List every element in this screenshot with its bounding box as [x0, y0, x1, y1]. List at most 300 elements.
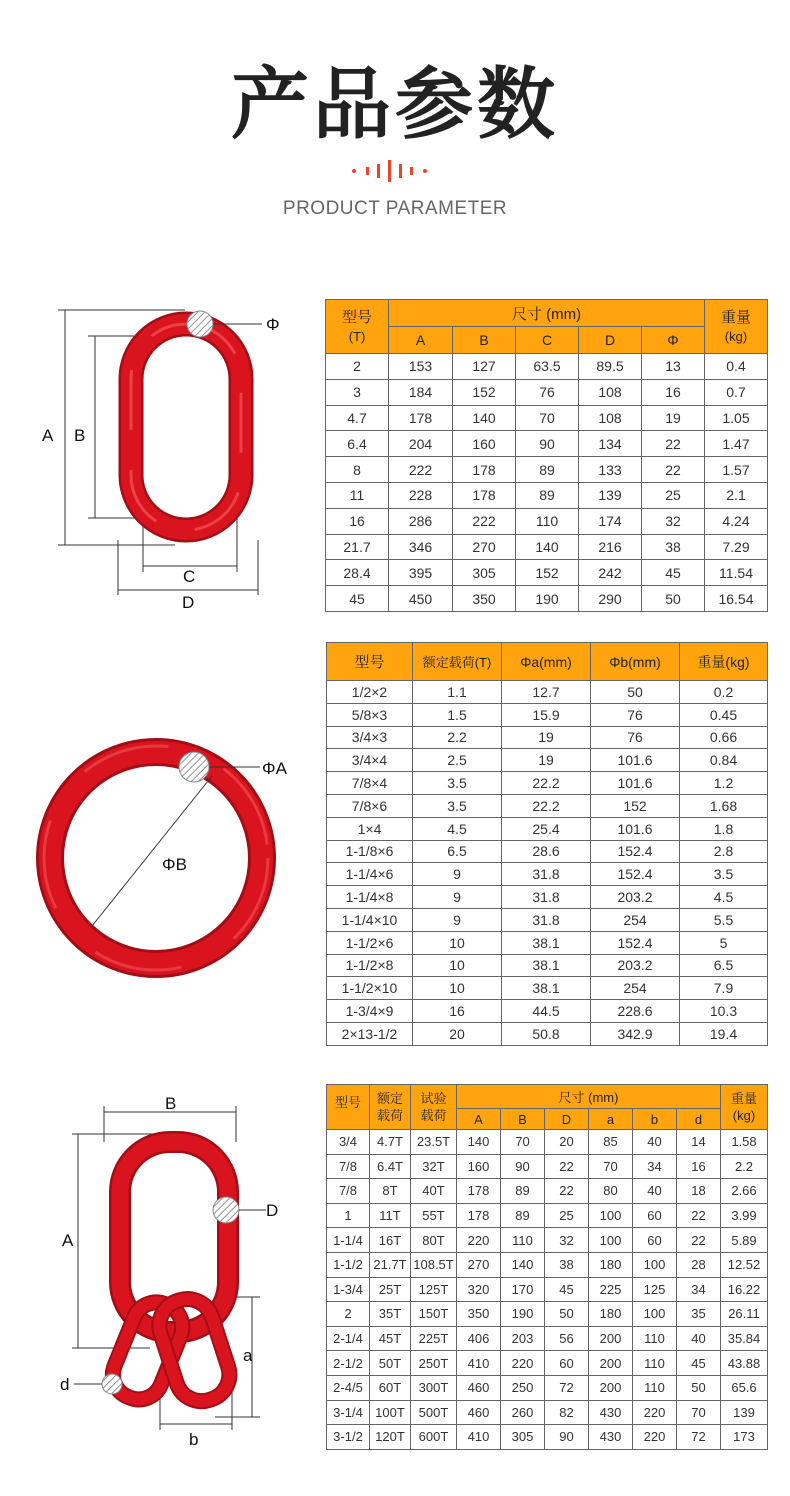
- table-cell: 600T: [411, 1425, 457, 1450]
- table-cell: 110: [501, 1228, 545, 1253]
- table-cell: 125: [633, 1277, 677, 1302]
- col-header: Φb(mm): [591, 643, 680, 681]
- table-cell: 4.7T: [370, 1130, 411, 1155]
- table-cell: 346: [389, 534, 453, 560]
- table-cell: 19: [502, 726, 591, 749]
- table-cell: 178: [457, 1203, 501, 1228]
- table-cell: 1-3/4×9: [327, 1000, 413, 1023]
- table-cell: 11: [326, 482, 389, 508]
- header-rated-load: 额定 载荷: [370, 1085, 411, 1130]
- table-cell: 9: [413, 863, 502, 886]
- table-cell: 250T: [411, 1351, 457, 1376]
- table-cell: 25: [642, 482, 705, 508]
- table-cell: 2.2: [413, 726, 502, 749]
- table-cell: 76: [516, 379, 579, 405]
- table-row: [327, 1425, 768, 1450]
- table-cell: 2: [326, 354, 389, 380]
- table-cell: 140: [453, 405, 516, 431]
- table-cell: 89: [516, 457, 579, 483]
- table-cell: 220: [457, 1228, 501, 1253]
- label-phi-a: ΦA: [262, 759, 287, 778]
- table-row: [327, 681, 768, 704]
- label-b-lower: b: [189, 1430, 199, 1449]
- table-row: [327, 886, 768, 909]
- table-row: [327, 1130, 768, 1155]
- table-cell: 40T: [411, 1179, 457, 1204]
- label-a-upper: A: [62, 1231, 74, 1250]
- table-cell: 395: [389, 560, 453, 586]
- table-cell: 2-1/2: [327, 1351, 370, 1376]
- table-cell: 89: [501, 1179, 545, 1204]
- table-cell: 32: [545, 1228, 589, 1253]
- table-row: [327, 772, 768, 795]
- table-cell: 108.5T: [411, 1252, 457, 1277]
- table-cell: 12.52: [721, 1252, 768, 1277]
- table-row: [326, 354, 768, 380]
- table-cell: 7/8: [327, 1179, 370, 1204]
- table-cell: 45T: [370, 1326, 411, 1351]
- table-cell: 3-1/2: [327, 1425, 370, 1450]
- table-cell: 38: [642, 534, 705, 560]
- table-cell: 16.54: [705, 586, 768, 612]
- table-cell: 50.8: [502, 1022, 591, 1045]
- round-ring-diagram: [30, 730, 310, 990]
- table-cell: 0.66: [680, 726, 768, 749]
- table-cell: 127: [453, 354, 516, 380]
- table-cell: 152: [453, 379, 516, 405]
- table-cell: 2.5: [413, 749, 502, 772]
- table-row: [327, 1203, 768, 1228]
- table-cell: 140: [516, 534, 579, 560]
- cross-section-hatch-icon: [179, 752, 209, 782]
- table-cell: 80: [589, 1179, 633, 1204]
- table-cell: 72: [677, 1425, 721, 1450]
- table-cell: 15.9: [502, 703, 591, 726]
- table-cell: 9: [413, 908, 502, 931]
- header-model: 型号 (T): [326, 300, 389, 354]
- table-row: [327, 1228, 768, 1253]
- table-cell: 6.5: [680, 954, 768, 977]
- table-cell: 100: [633, 1302, 677, 1327]
- table-cell: 70: [516, 405, 579, 431]
- table-row: [326, 431, 768, 457]
- table-cell: 1-1/8×6: [327, 840, 413, 863]
- table-cell: 0.84: [680, 749, 768, 772]
- table-cell: 22: [642, 431, 705, 457]
- table-cell: 3/4×3: [327, 726, 413, 749]
- table-cell: 16: [677, 1154, 721, 1179]
- table-cell: 152: [591, 794, 680, 817]
- table-cell: 228.6: [591, 1000, 680, 1023]
- table-cell: 152.4: [591, 931, 680, 954]
- table-cell: 170: [501, 1277, 545, 1302]
- table-cell: 20: [545, 1130, 589, 1155]
- table-cell: 1.1: [413, 681, 502, 704]
- table-cell: 89: [501, 1203, 545, 1228]
- table-cell: 22.2: [502, 794, 591, 817]
- table-cell: 100T: [370, 1400, 411, 1425]
- table-cell: 1-1/2×6: [327, 931, 413, 954]
- table-cell: 1.57: [705, 457, 768, 483]
- col-header: b: [633, 1109, 677, 1130]
- table-cell: 45: [326, 586, 389, 612]
- table-cell: 139: [579, 482, 642, 508]
- header-model: 型号: [327, 1085, 370, 1130]
- table-row: [327, 1351, 768, 1376]
- table-cell: 500T: [411, 1400, 457, 1425]
- table-cell: 100: [633, 1252, 677, 1277]
- table-cell: 4.5: [680, 886, 768, 909]
- col-header: 型号: [327, 643, 413, 681]
- table-cell: 270: [457, 1252, 501, 1277]
- table-cell: 180: [589, 1302, 633, 1327]
- table-cell: 16: [326, 508, 389, 534]
- table-cell: 34: [633, 1154, 677, 1179]
- table-row: [327, 1000, 768, 1023]
- header-test-load: 试验 载荷: [411, 1085, 457, 1130]
- table-cell: 82: [545, 1400, 589, 1425]
- table-cell: 22: [545, 1154, 589, 1179]
- table-cell: 31.8: [502, 908, 591, 931]
- col-header: C: [516, 327, 579, 354]
- header-weight: 重量 (kg): [705, 300, 768, 354]
- table-cell: 5.5: [680, 908, 768, 931]
- table-cell: 3.5: [413, 772, 502, 795]
- table-cell: 1.2: [680, 772, 768, 795]
- table-cell: 4.7: [326, 405, 389, 431]
- table-cell: 35T: [370, 1302, 411, 1327]
- table-row: [326, 586, 768, 612]
- table-cell: 1-1/2×10: [327, 977, 413, 1000]
- table-cell: 108: [579, 405, 642, 431]
- table-cell: 178: [453, 482, 516, 508]
- table-cell: 200: [589, 1326, 633, 1351]
- table-cell: 139: [721, 1400, 768, 1425]
- oblong-link-diagram: [0, 290, 320, 620]
- header-decoration: [352, 160, 438, 182]
- table-cell: 72: [545, 1375, 589, 1400]
- table-cell: 5/8×3: [327, 703, 413, 726]
- table-row: [327, 1252, 768, 1277]
- table-cell: 28.4: [326, 560, 389, 586]
- table-cell: 50T: [370, 1351, 411, 1376]
- table-cell: 1.47: [705, 431, 768, 457]
- table-cell: 3-1/4: [327, 1400, 370, 1425]
- table-cell: 70: [589, 1154, 633, 1179]
- table-cell: 19.4: [680, 1022, 768, 1045]
- table-cell: 32: [642, 508, 705, 534]
- table-cell: 410: [457, 1351, 501, 1376]
- table-cell: 3.5: [680, 863, 768, 886]
- table-cell: 21.7T: [370, 1252, 411, 1277]
- col-header: D: [545, 1109, 589, 1130]
- table-cell: 16: [642, 379, 705, 405]
- table-cell: 1×4: [327, 817, 413, 840]
- table-cell: 152.4: [591, 840, 680, 863]
- table-cell: 203.2: [591, 954, 680, 977]
- table-row: [327, 1277, 768, 1302]
- label-d-upper: D: [266, 1201, 279, 1220]
- table-cell: 101.6: [591, 817, 680, 840]
- table-cell: 100: [589, 1228, 633, 1253]
- table-cell: 38: [545, 1252, 589, 1277]
- table-row: [327, 1179, 768, 1204]
- table-cell: 200: [589, 1351, 633, 1376]
- ring-spec-table: [326, 642, 768, 1046]
- table-cell: 4.5: [413, 817, 502, 840]
- col-header: Φa(mm): [502, 643, 591, 681]
- table-row: [327, 1400, 768, 1425]
- table-cell: 35: [677, 1302, 721, 1327]
- col-header: A: [457, 1109, 501, 1130]
- label-phi-b: ΦB: [162, 855, 187, 874]
- table-cell: 6.5: [413, 840, 502, 863]
- table-cell: 133: [579, 457, 642, 483]
- table-cell: 45: [545, 1277, 589, 1302]
- table-cell: 45: [677, 1351, 721, 1376]
- table-cell: 2: [327, 1302, 370, 1327]
- table-cell: 200: [589, 1375, 633, 1400]
- label-d: D: [182, 593, 195, 612]
- table-cell: 1-1/2: [327, 1252, 370, 1277]
- page-title: 产品参数: [230, 60, 559, 150]
- table-cell: 225T: [411, 1326, 457, 1351]
- table-cell: 1-1/4: [327, 1228, 370, 1253]
- table-cell: 140: [501, 1252, 545, 1277]
- table-cell: 160: [457, 1154, 501, 1179]
- table-cell: 22: [677, 1203, 721, 1228]
- table-cell: 260: [501, 1400, 545, 1425]
- table-cell: 178: [457, 1179, 501, 1204]
- table-cell: 342.9: [591, 1022, 680, 1045]
- table-cell: 203.2: [591, 886, 680, 909]
- table-cell: 8: [326, 457, 389, 483]
- table-row: [326, 457, 768, 483]
- table-cell: 50: [677, 1375, 721, 1400]
- table-cell: 55T: [411, 1203, 457, 1228]
- table-cell: 450: [389, 586, 453, 612]
- table-cell: 110: [633, 1375, 677, 1400]
- table-cell: 270: [453, 534, 516, 560]
- table-cell: 70: [501, 1130, 545, 1155]
- table-cell: 1.5: [413, 703, 502, 726]
- table-cell: 35.84: [721, 1326, 768, 1351]
- table-cell: 7/8×6: [327, 794, 413, 817]
- table-cell: 34: [677, 1277, 721, 1302]
- table-cell: 300T: [411, 1375, 457, 1400]
- table-cell: 40: [677, 1326, 721, 1351]
- table-cell: 2-4/5: [327, 1375, 370, 1400]
- table-cell: 0.45: [680, 703, 768, 726]
- table-cell: 1.68: [680, 794, 768, 817]
- table-cell: 5: [680, 931, 768, 954]
- table-cell: 60: [545, 1351, 589, 1376]
- table-cell: 80T: [411, 1228, 457, 1253]
- table-cell: 90: [516, 431, 579, 457]
- table-row: [326, 508, 768, 534]
- table-cell: 11.54: [705, 560, 768, 586]
- table-cell: 38.1: [502, 931, 591, 954]
- table-cell: 22: [545, 1179, 589, 1204]
- table-cell: 10.3: [680, 1000, 768, 1023]
- col-header: B: [453, 327, 516, 354]
- table-cell: 220: [633, 1400, 677, 1425]
- table-cell: 2.2: [721, 1154, 768, 1179]
- label-d-lower: d: [60, 1375, 70, 1394]
- table-cell: 406: [457, 1326, 501, 1351]
- table-row: [327, 703, 768, 726]
- table-cell: 184: [389, 379, 453, 405]
- label-a: A: [42, 426, 54, 445]
- table-cell: 63.5: [516, 354, 579, 380]
- table-row: [327, 840, 768, 863]
- table-cell: 120T: [370, 1425, 411, 1450]
- table-cell: 50: [642, 586, 705, 612]
- table-cell: 222: [389, 457, 453, 483]
- table-cell: 254: [591, 977, 680, 1000]
- label-b-upper: B: [165, 1094, 177, 1113]
- table-cell: 204: [389, 431, 453, 457]
- table-cell: 4.24: [705, 508, 768, 534]
- col-header: B: [501, 1109, 545, 1130]
- table-cell: 1.58: [721, 1130, 768, 1155]
- table-cell: 108: [579, 379, 642, 405]
- table-cell: 305: [453, 560, 516, 586]
- cross-section-hatch-icon: [213, 1197, 239, 1223]
- cross-section-hatch-icon: [187, 311, 213, 337]
- table-cell: 21.7: [326, 534, 389, 560]
- oblong-link-spec-table: [325, 299, 768, 612]
- table-cell: 28.6: [502, 840, 591, 863]
- table-cell: 7/8: [327, 1154, 370, 1179]
- table-cell: 173: [721, 1425, 768, 1450]
- table-cell: 153: [389, 354, 453, 380]
- table-cell: 22: [677, 1228, 721, 1253]
- table-cell: 23.5T: [411, 1130, 457, 1155]
- table-cell: 89.5: [579, 354, 642, 380]
- table-cell: 56: [545, 1326, 589, 1351]
- table-cell: 11T: [370, 1203, 411, 1228]
- table-cell: 254: [591, 908, 680, 931]
- table-row: [327, 977, 768, 1000]
- table-cell: 0.4: [705, 354, 768, 380]
- table-cell: 31.8: [502, 886, 591, 909]
- table-cell: 40: [633, 1130, 677, 1155]
- col-header: a: [589, 1109, 633, 1130]
- table-cell: 5.89: [721, 1228, 768, 1253]
- table-cell: 3/4×4: [327, 749, 413, 772]
- table-cell: 13: [642, 354, 705, 380]
- table-cell: 16.22: [721, 1277, 768, 1302]
- table-row: [327, 931, 768, 954]
- label-b: B: [74, 426, 86, 445]
- table-cell: 100: [589, 1203, 633, 1228]
- table-row: [327, 1326, 768, 1351]
- col-header: 额定载荷(T): [413, 643, 502, 681]
- label-c: C: [183, 567, 196, 586]
- table-cell: 44.5: [502, 1000, 591, 1023]
- table-cell: 7.29: [705, 534, 768, 560]
- table-cell: 1-1/4×10: [327, 908, 413, 931]
- table-cell: 45: [642, 560, 705, 586]
- table-cell: 2×13-1/2: [327, 1022, 413, 1045]
- cross-section-hatch-icon: [102, 1374, 122, 1394]
- table-cell: 90: [545, 1425, 589, 1450]
- table-row: [327, 749, 768, 772]
- page-subtitle: PRODUCT PARAMETER: [282, 198, 508, 219]
- table-cell: 12.7: [502, 681, 591, 704]
- table-cell: 290: [579, 586, 642, 612]
- table-cell: 152: [516, 560, 579, 586]
- table-cell: 1/2×2: [327, 681, 413, 704]
- table-cell: 2.66: [721, 1179, 768, 1204]
- table-cell: 0.7: [705, 379, 768, 405]
- table-cell: 16: [413, 1000, 502, 1023]
- table-cell: 38.1: [502, 977, 591, 1000]
- table-cell: 60: [633, 1203, 677, 1228]
- table-cell: 220: [633, 1425, 677, 1450]
- table-cell: 60: [633, 1228, 677, 1253]
- label-phi: Φ: [266, 315, 280, 334]
- header-weight: 重量 (kg): [721, 1085, 768, 1130]
- table-row: [327, 1154, 768, 1179]
- table-cell: 26.11: [721, 1302, 768, 1327]
- table-row: [326, 482, 768, 508]
- table-cell: 150T: [411, 1302, 457, 1327]
- table-cell: 2.8: [680, 840, 768, 863]
- table-cell: 7/8×4: [327, 772, 413, 795]
- table-cell: 190: [501, 1302, 545, 1327]
- table-cell: 16T: [370, 1228, 411, 1253]
- table-row: [327, 1302, 768, 1327]
- table-cell: 305: [501, 1425, 545, 1450]
- table-row: [327, 1375, 768, 1400]
- table-row: [326, 405, 768, 431]
- table-cell: 76: [591, 726, 680, 749]
- table-cell: 10: [413, 954, 502, 977]
- table-cell: 180: [589, 1252, 633, 1277]
- table-cell: 40: [633, 1179, 677, 1204]
- table-cell: 85: [589, 1130, 633, 1155]
- label-a-lower: a: [243, 1346, 253, 1365]
- table-cell: 1.8: [680, 817, 768, 840]
- table-cell: 19: [502, 749, 591, 772]
- table-row: [327, 908, 768, 931]
- table-cell: 3.5: [413, 794, 502, 817]
- table-cell: 1-1/4×8: [327, 886, 413, 909]
- table-cell: 43.88: [721, 1351, 768, 1376]
- table-cell: 134: [579, 431, 642, 457]
- table-cell: 9: [413, 886, 502, 909]
- header-size: 尺寸 (mm): [457, 1085, 721, 1109]
- table-cell: 152.4: [591, 863, 680, 886]
- table-cell: 125T: [411, 1277, 457, 1302]
- table-cell: 90: [501, 1154, 545, 1179]
- table-row: [326, 379, 768, 405]
- table-row: [327, 817, 768, 840]
- table-cell: 22: [642, 457, 705, 483]
- table-row: [327, 794, 768, 817]
- table-cell: 89: [516, 482, 579, 508]
- table-cell: 101.6: [591, 772, 680, 795]
- table-row: [326, 560, 768, 586]
- table-cell: 1-3/4: [327, 1277, 370, 1302]
- table-cell: 430: [589, 1425, 633, 1450]
- table-cell: 350: [453, 586, 516, 612]
- table-cell: 190: [516, 586, 579, 612]
- table-cell: 76: [591, 703, 680, 726]
- table-cell: 32T: [411, 1154, 457, 1179]
